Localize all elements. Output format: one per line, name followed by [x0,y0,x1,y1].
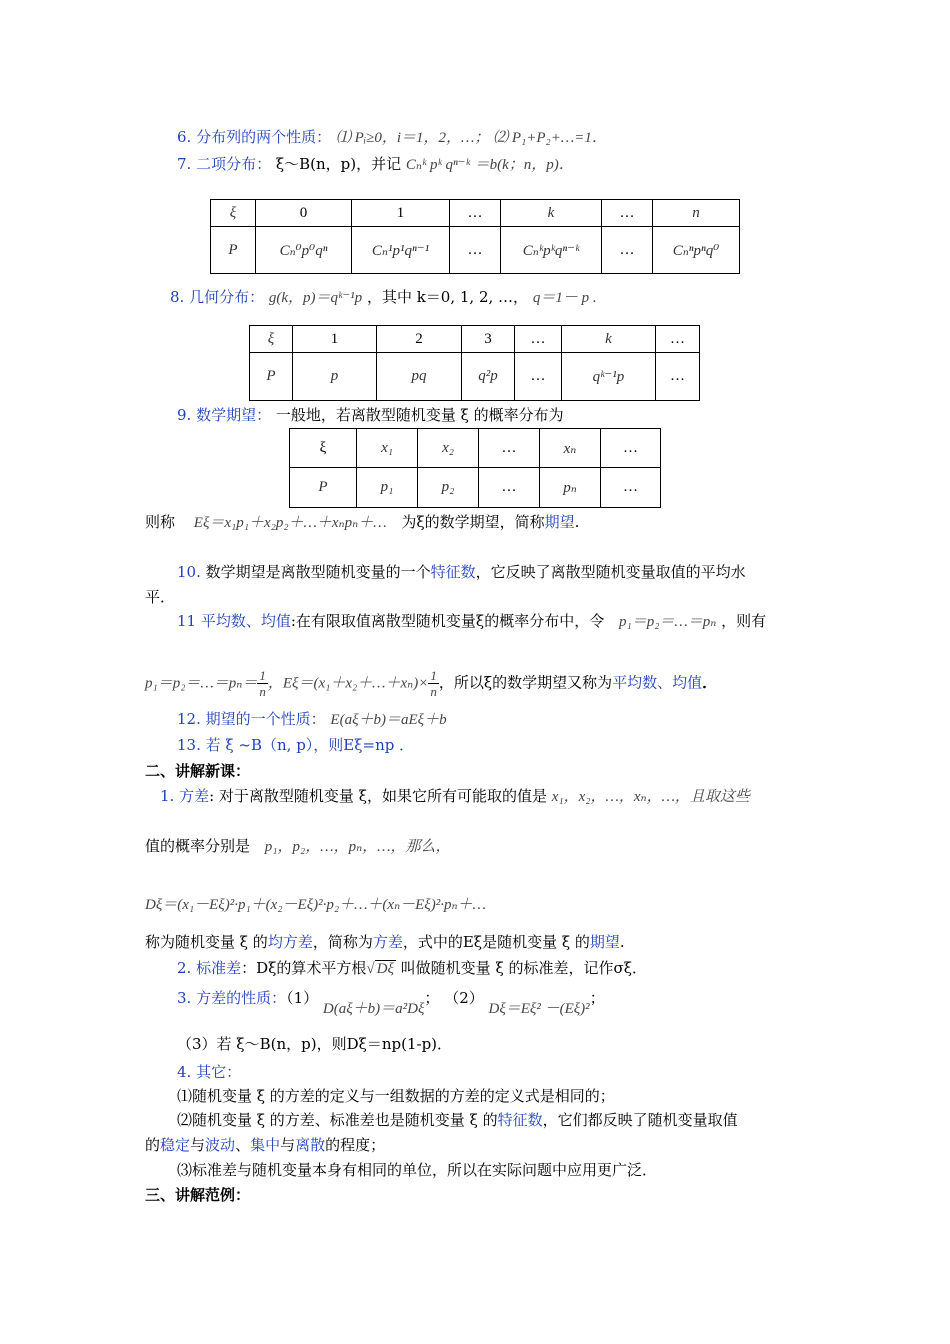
table-cell: k [562,326,656,353]
table-cell: q²p [462,353,515,401]
new-4-l3a: 的 [145,1136,161,1154]
item-7-text: ξ～B(n，p)，并记 [275,155,402,173]
expectation-table [289,428,661,508]
item-8-formula2: q＝1－ p . [532,290,597,306]
item-10-text3: 平． [145,588,176,606]
item-8-label: 8. 几何分布： [170,288,265,306]
item-10-text2: ，它反映了离散型随机变量取值的平均水 [475,563,746,581]
new-2-label: 2. 标准差 [177,959,242,977]
new-3 [177,987,605,1017]
sqrt-symbol: √ Dξ [366,961,394,977]
item-9b-formula: Eξ＝x₁p₁＋x₂p₂＋…＋xₙpₙ＋… [193,515,387,531]
item-8-text: ，其中 k＝0, 1, 2, …， [366,288,529,306]
item-9b-term: 期望 [544,513,575,531]
new-4-t4: 离散 [295,1136,326,1154]
new-3-cont: （3）若 ξ～B(n，p)，则Dξ＝np(1-p)． [177,1035,453,1053]
fraction-numerator: 1 [430,668,437,683]
binomial-table-header [211,200,740,227]
item-10-term: 特征数 [430,563,476,581]
table-cell: x₁ [357,429,418,468]
item-9b-text: 为ξ的数学期望，简称 [401,513,545,531]
table-cell: Cₙⁿpⁿq⁰ [653,227,740,274]
new-4-l2b: ，它们都反映了随机变量取值 [542,1111,738,1129]
new-1-term: 方差 [179,787,210,805]
item-9b [145,511,579,534]
table-cell: Cₙ⁰p⁰qⁿ [256,227,352,274]
new-4-l1: ⑴随机变量 ξ 的方差的定义与一组数据的方差的定义式是相同的； [177,1087,615,1105]
item-10-cont [145,586,175,608]
fraction-one-over-n [257,668,268,699]
new-1-probs-line [145,835,450,858]
table-cell: ξ [290,429,357,468]
new-3-f2: Dξ＝Eξ² －(Eξ)² [488,1001,590,1017]
table-cell: 1 [352,200,450,227]
new-1-text3c: ，式中的Eξ是随机变量 ξ 的 [402,933,590,951]
new-4-l2a: ⑵随机变量 ξ 的方差、标准差也是随机变量 ξ 的 [177,1111,498,1129]
item-9-label: 9. 数学期望： [177,406,272,424]
binomial-table-row [211,227,740,274]
expectation-table-header [290,429,661,468]
table-cell: pq [377,353,462,401]
item-11-formula1: p₁＝p₂＝…＝pₙ [618,614,717,630]
item-11-label: 11 [177,612,201,630]
item-8 [170,286,597,309]
fraction-numerator: 1 [259,668,266,683]
table-cell: p₂ [418,468,479,508]
item-11-formula2a: p₁＝p₂＝…＝pₙ＝ [145,675,258,692]
item-7-label: 7. 二项分布： [177,155,272,173]
item-7 [177,153,574,176]
table-cell: … [656,353,700,401]
item-7-text2: ＝b(k；n，p)． [474,157,574,173]
item-7-formula: Cₙᵏ pᵏ qⁿ⁻ᵏ [405,157,470,173]
new-1-text3a: 称为随机变量 ξ 的 [145,933,268,951]
item-9-text: 一般地，若离散型随机变量 ξ 的概率分布为 [275,406,564,424]
table-cell: … [602,227,653,274]
item-9b-end: . [574,513,580,531]
item-11-term1: 平均数、均值 [200,612,291,630]
new-1-term4: 期望 [589,933,620,951]
table-cell: ξ [250,326,293,353]
new-1 [160,785,750,808]
section-heading-3: 三、讲解范例： [145,1186,251,1204]
new-4-c1: 与 [190,1136,206,1154]
new-4-t3: 集中 [250,1136,281,1154]
item-12 [177,708,447,731]
item-11-text3: ，所以ξ的数学期望又称为 [438,673,613,692]
item-11-formula2b: ，Eξ＝(x₁＋x₂＋…＋xₙ)× [267,675,429,692]
table-cell: 1 [293,326,377,353]
new-4-l3b: 的程度； [325,1136,386,1154]
table-cell: … [479,468,540,508]
item-11-text1: :在有限取值离散型随机变量ξ的概率分布中，令 [290,612,605,630]
item-11 [177,610,766,633]
geometric-table-row [250,353,700,401]
table-cell: x₂ [418,429,479,468]
variance-formula: Dξ＝(x₁－Eξ)²·p₁＋(x₂－Eξ)²·p₂＋…＋(xₙ－Eξ)²·pₙ＋… [145,897,486,913]
table-cell: 3 [462,326,515,353]
new-4-l4: ⑶标准差与随机变量本身有相同的单位，所以在实际问题中应用更广泛． [177,1161,658,1179]
table-cell: … [479,429,540,468]
binomial-table [210,199,740,274]
item-8-formula1: g(k，p)＝qᵏ⁻¹p [268,290,363,306]
section-heading-2: 二、讲解新课： [145,762,251,780]
table-cell: k [501,200,602,227]
item-13: 13. 若 ξ ~B（n, p），则Eξ=np ． [177,736,415,754]
table-cell: xₙ [540,429,601,468]
item-6-label: 6. 分布列的两个性质： [177,128,332,146]
new-2-text1: ：Dξ的算术平方根 [241,959,367,977]
table-cell: … [601,468,661,508]
item-11-cont [145,668,717,699]
item-6-text: ⑴ Pᵢ≥0，i＝1，2，…； ⑵ P₁+P₂+…=1． [335,130,607,146]
item-11-text2: ，则有 [721,612,767,630]
table-cell: Cₙᵏpᵏqⁿ⁻ᵏ [501,227,602,274]
item-10-text1: 数学期望是离散型随机变量的一个 [205,563,431,581]
table-cell: P [211,227,256,274]
new-2 [177,957,647,980]
fraction-denominator: n [259,684,266,699]
new-1-term2: 均方差 [267,933,313,951]
table-cell: … [602,200,653,227]
item-6 [177,126,607,149]
sqrt-content: Dξ [376,961,394,977]
item-10 [177,561,746,583]
table-cell: p [293,353,377,401]
table-cell: pₙ [540,468,601,508]
table-cell: 0 [256,200,352,227]
new-1-text2: 值的概率分别是 [145,837,251,855]
table-cell: qᵏ⁻¹p [562,353,656,401]
new-4-t1: 稳定 [160,1136,191,1154]
new-1-text3d: . [619,933,625,951]
expectation-table-row [290,468,661,508]
table-cell: … [515,353,562,401]
item-9 [177,404,564,426]
item-12-formula: E(aξ＋b)＝aEξ＋b [330,712,447,728]
table-cell: … [450,227,501,274]
table-cell: … [450,200,501,227]
new-3-f1: D(aξ＋b)＝a²Dξ [322,1001,425,1017]
table-cell: ξ [211,200,256,227]
new-1-text3b: ，简称为 [312,933,373,951]
table-cell: n [653,200,740,227]
new-4-c3: 与 [280,1136,296,1154]
item-11-end: ． [702,673,718,692]
new-3-p1: （1） [286,989,319,1007]
new-3-label: 3. 方差的性质： [177,989,287,1007]
table-cell: P [250,353,293,401]
new-4-c2: 、 [235,1136,251,1154]
geometric-table-header [250,326,700,353]
new-1-label: 1. [160,787,180,805]
table-cell: p₁ [357,468,418,508]
new-3-p3: ； [589,989,605,1007]
new-1-formula-line [145,893,486,916]
new-2-text2: 叫做随机变量 ξ 的标准差，记作σξ． [400,959,647,977]
table-cell: Cₙ¹p¹qⁿ⁻¹ [352,227,450,274]
fraction-one-over-n-2 [428,668,439,699]
item-9b-prefix: 则称 [145,513,176,531]
fraction-denominator: n [430,684,437,699]
item-12-label: 12. 期望的一个性质： [177,710,326,728]
item-11-term2: 平均数、均值 [612,673,703,692]
geometric-table [249,325,700,401]
new-1-vals: x₁，x₂，…，xₙ，…，且取这些 [551,789,750,805]
new-3-p2: ； （2） [424,989,484,1007]
table-cell: 2 [377,326,462,353]
table-cell: P [290,468,357,508]
table-cell: … [601,429,661,468]
new-4-label: 4. 其它： [177,1063,242,1081]
new-1-probs: p₁，p₂，…，pₙ，…，那么， [264,839,451,855]
new-4-t2: 波动 [205,1136,236,1154]
new-4-l3 [145,1134,385,1156]
table-cell: … [515,326,562,353]
new-1-term3: 方差 [372,933,403,951]
table-cell: … [656,326,700,353]
new-4-l2term: 特征数 [497,1111,543,1129]
item-10-label: 10. [177,563,206,581]
new-4-l2 [177,1109,738,1131]
new-1-def-line [145,931,625,953]
new-1-text1: : 对于离散型随机变量 ξ，如果它所有可能取的值是 [209,787,547,805]
